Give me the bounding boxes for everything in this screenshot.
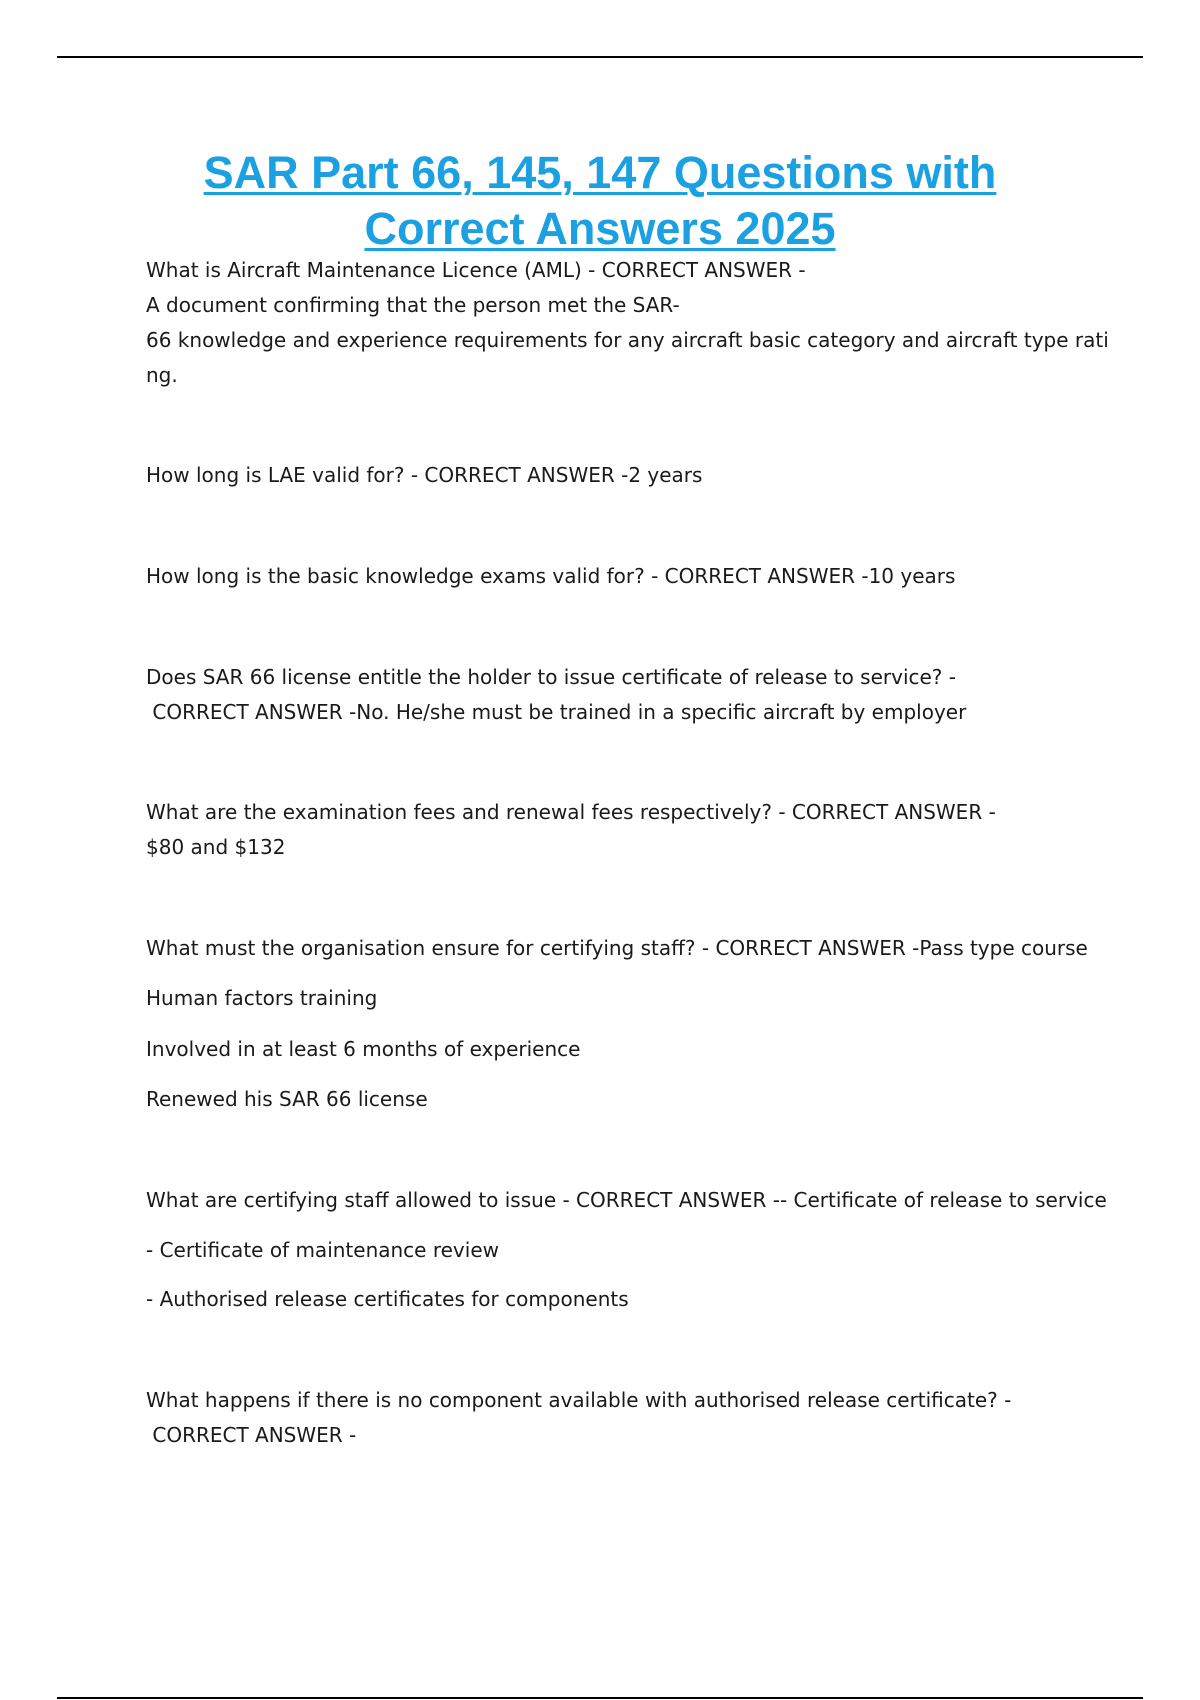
qa-7-line-2: - Certificate of maintenance review — [146, 1238, 499, 1262]
top-rule — [57, 56, 1143, 58]
qa-6-line-4: Renewed his SAR 66 license — [146, 1087, 428, 1111]
qa-8-line-1: What happens if there is no component available with authorised release certificate? - — [146, 1388, 1012, 1412]
document-title — [0, 145, 1200, 257]
qa-1-line-1: What is Aircraft Maintenance Licence (AML) - CORRECT ANSWER - — [146, 258, 806, 282]
qa-8-line-2: CORRECT ANSWER - — [146, 1423, 357, 1447]
qa-4-line-2: CORRECT ANSWER -No. He/she must be trained in a specific aircraft by employer — [146, 700, 967, 724]
qa-4-line-1: Does SAR 66 license entitle the holder to issue certificate of release to service? - — [146, 665, 956, 689]
qa-7-line-3: - Authorised release certificates for components — [146, 1287, 629, 1311]
qa-1-line-2: A document confirming that the person met the SAR- — [146, 293, 680, 317]
qa-1-line-3: 66 knowledge and experience requirements for any aircraft basic category and aircraft type rati — [146, 328, 1109, 352]
qa-1-line-4: ng. — [146, 363, 178, 387]
qa-2-line-1: How long is LAE valid for? - CORRECT ANSWER -2 years — [146, 463, 703, 487]
qa-5-line-1: What are the examination fees and renewal fees respectively? - CORRECT ANSWER - — [146, 800, 996, 824]
qa-6-line-2: Human factors training — [146, 986, 378, 1010]
title-line-1: SAR Part 66, 145, 147 Questions with — [203, 147, 997, 198]
qa-6-line-1: What must the organisation ensure for certifying staff? - CORRECT ANSWER -Pass type course — [146, 936, 1088, 960]
qa-3-line-1: How long is the basic knowledge exams valid for? - CORRECT ANSWER -10 years — [146, 564, 956, 588]
title-line-2: Correct Answers 2025 — [364, 203, 836, 254]
bottom-rule — [57, 1697, 1143, 1699]
qa-7-line-1: What are certifying staff allowed to issue - CORRECT ANSWER -- Certificate of release to service — [146, 1188, 1107, 1212]
qa-6-line-3: Involved in at least 6 months of experience — [146, 1037, 581, 1061]
qa-5-line-2: $80 and $132 — [146, 835, 286, 859]
